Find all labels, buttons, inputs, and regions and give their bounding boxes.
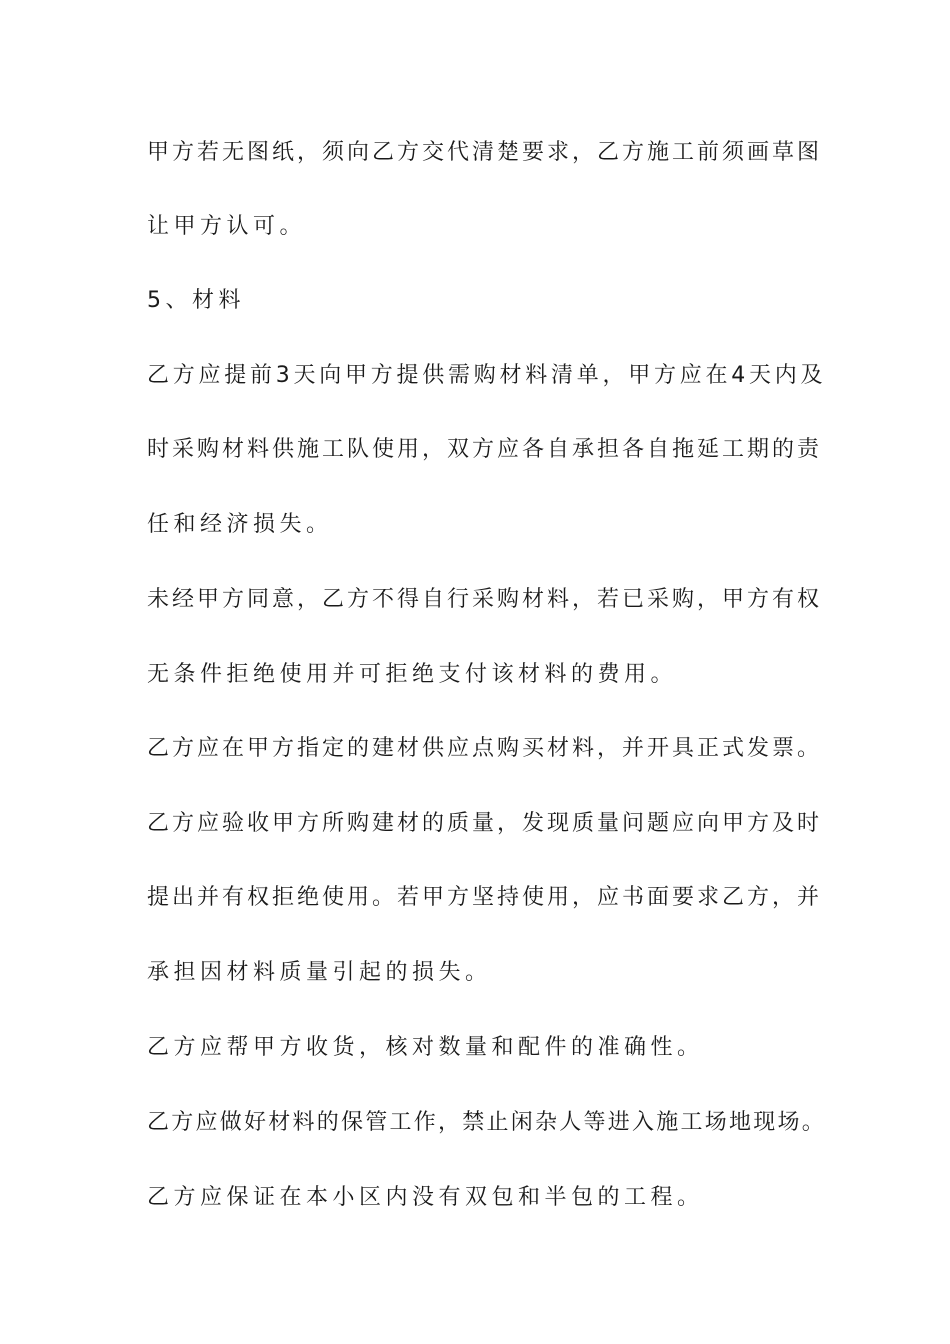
text-line: 未经甲方同意，乙方不得自行采购材料，若已采购，甲方有权 (147, 587, 823, 612)
text-line: 乙方应保证在本小区内没有双包和半包的工程。 (147, 1185, 704, 1210)
text-line: 提出并有权拒绝使用。若甲方坚持使用，应书面要求乙方，并 (147, 885, 823, 910)
text-line: 无条件拒绝使用并可拒绝支付该材料的费用。 (147, 662, 678, 687)
text-line: 时采购材料供施工队使用，双方应各自承担各自拖延工期的责 (147, 437, 823, 462)
text-line: 乙方应验收甲方所购建材的质量，发现质量问题应向甲方及时 (147, 811, 823, 836)
text-line: 承担因材料质量引起的损失。 (147, 960, 492, 985)
text-line: 乙方应帮甲方收货，核对数量和配件的准确性。 (147, 1035, 704, 1060)
text-line: 任和经济损失。 (147, 512, 333, 537)
section-heading: 5、材料 (147, 288, 245, 313)
text-line: 乙方应提前3天向甲方提供需购材料清单，甲方应在4天内及 (147, 363, 827, 388)
text-line: 乙方应在甲方指定的建材供应点购买材料，并开具正式发票。 (147, 736, 823, 761)
text-line: 乙方应做好材料的保管工作，禁止闲杂人等进入施工场地现场。 (147, 1110, 827, 1135)
text-line: 甲方若无图纸，须向乙方交代清楚要求，乙方施工前须画草图 (147, 140, 823, 165)
text-line: 让甲方认可。 (147, 214, 307, 239)
